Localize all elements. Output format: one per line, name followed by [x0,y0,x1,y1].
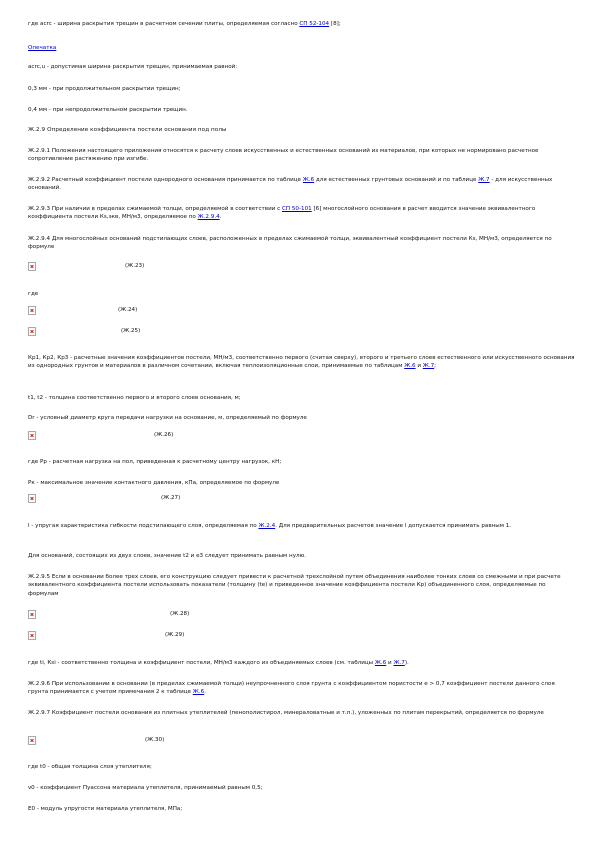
formula-zh26 [28,431,188,443]
paragraph-19 [28,573,576,599]
formula-number: (Ж.30) [145,737,165,743]
formula-zh29 [28,631,208,643]
paragraph-24 [28,784,576,793]
paragraph-5 [28,106,576,115]
paragraph-9 [28,205,576,222]
text: Ж.2.9.5 Если в основании более трех слоев, его конструкцию следует привести к расчетной трехслойной путем объединения наиболее тонких слоев со смежными и при расчете эквивалентного коэффициента постели использовать показатели (толщину (te) и приведенное значение коэффициента постели Кр) объединенного слоя, определяемые по формулам [28,573,561,597]
text: Ж.2.9.7 Коэффициент постели основания из плитных утеплителей (пенополистирол, минераловатные и т.п.), уложенных по плитам перекрытий, определяется по формуле [28,709,544,716]
link-sp-52-104[interactable]: СП 52-104 [299,20,330,27]
formula-number: (Ж.29) [165,632,185,638]
formula-number: (Ж.23) [125,263,145,269]
text: [6] многослойного основания в расчет вводится значение эквивалентного коэффициента постели Кs,экв, МН/м3, определяемое по [28,205,536,221]
formula-zh24 [28,306,168,318]
paragraph-20 [28,659,576,668]
text: и [386,659,394,666]
text: где Рр - расчетная нагрузка на пол, приведенная к расчетному центру нагрузок, кН; [28,458,282,465]
text: acrc,u - допустимая ширина раскрытия трещин, принимаемая равной: [28,63,238,70]
paragraph-18 [28,552,576,561]
formula-zh23 [28,262,168,274]
paragraph-4 [28,85,576,94]
formula-number: (Ж.24) [118,307,138,313]
text: . [204,689,206,696]
formula-number: (Ж.28) [170,611,190,617]
paragraph-where-1 [28,290,576,299]
formula-number: (Ж.25) [121,328,141,334]
link-table-zh6[interactable]: Ж.6 [192,689,205,696]
text: ν0 - коэффициент Пуассона материала утеплителя, принимаемый равным 0,5; [28,784,263,791]
text: - для искусственных оснований. [28,176,553,192]
paragraph-21 [28,680,576,697]
paragraph-7 [28,147,576,164]
text: . [219,214,222,221]
paragraph-22 [28,709,576,718]
link-table-zh7[interactable]: Ж.7 [393,659,405,666]
broken-image-icon [28,327,36,336]
paragraph-10 [28,235,576,252]
formula-number: (Ж.27) [161,495,181,501]
paragraph-3 [28,63,576,72]
broken-image-icon [28,494,36,503]
formula-zh30 [28,736,178,748]
text: 0,3 мм - при продолжительном раскрытии трещин; [28,85,181,92]
link-zh-2-9-4[interactable]: Ж.2.9.4 [197,214,220,221]
broken-image-icon [28,736,36,745]
text: где t0 - общая толщина слоя утеплителя; [28,763,152,770]
formula-zh27 [28,494,198,506]
link-table-zh6[interactable]: Ж.6 [404,363,416,370]
paragraph-14 [28,414,576,423]
link-table-zh6[interactable]: Ж.6 [302,176,315,183]
paragraph-23 [28,763,576,772]
formula-zh28 [28,610,208,622]
paragraph-13 [28,394,576,403]
link-table-zh7[interactable]: Ж.7 [478,176,490,183]
paragraph-17 [28,522,576,531]
text: [8]; [329,20,341,27]
text: Ж.2.9.1 Положения настоящего приложения относятся к расчету слоев искусственных и естественных оснований из материалов, при которых не нормировано расчетное сопротивление растяжению при изгибе. [28,147,539,163]
text: 0,4 мм - при непродолжительном раскрытии трещин. [28,106,188,113]
paragraph-15 [28,458,576,467]
broken-image-icon [28,262,36,271]
paragraph-1 [28,20,576,29]
link-table-zh6[interactable]: Ж.6 [374,659,387,666]
section-heading [28,126,576,135]
text: Рк - максимальное значение контактного давления, кПа, определяемое по формуле [28,479,280,486]
text: где acrc - ширина раскрытия трещин в расчетном сечении плиты, определяемая согласно [28,20,300,27]
link-sp-50-101[interactable]: СП 50-101 [281,205,312,212]
text: ; [434,363,437,370]
text: где [28,290,39,297]
text: t1, t2 - толщина соответственно первого и второго слоев основания, м; [28,394,241,401]
broken-image-icon [28,431,36,440]
link-zh-2-4[interactable]: Ж.2.4 [258,522,276,529]
text: Ж.2.9.2 Расчетный коэффициент постели однородного основания принимается по таблице [28,176,303,183]
broken-image-icon [28,610,36,619]
text: Ж.2.9 Определение коэффициента постели основания под полы [28,126,227,133]
formula-zh25 [28,327,168,339]
text: Кр1, Кр2, Кр3 - расчетные значения коэффициентов постели, МН/м3, соответственно первого (считая сверху), второго и третьего слоев естественного или искусственного основания из однородных грунтов и материалов в различном сочетании, включая теплоизоляционные слои, принимаемые по таблицам [28,354,575,370]
link-erratum[interactable]: Опечатка [28,44,57,51]
paragraph-25 [28,805,576,814]
text: Dr - условный диаметр круга передачи нагрузки на основание, м, определяемый по формуле [28,414,307,421]
text: и [415,363,423,370]
text: где ti, Кsi - соответственно толщина и коэффициент постели, МН/м3 каждого из объединяемых слоев (см. таблицы [28,659,375,666]
text: Ж.2.9.3 При наличии в пределах сжимаемой толщи, определяемой в соответствии с [28,205,282,212]
text: Ж.2.9.6 При использовании в основании (в пределах сжимаемой толщи) неупрочненного слоя грунта с коэффициентом пористости е > 0,7 коэффициент постели данного слоя грунта принимается с учетом примечания 2 к таблице [28,680,555,696]
formula-number: (Ж.26) [154,432,174,438]
link-table-zh7[interactable]: Ж.7 [422,363,435,370]
paragraph-2 [28,44,576,53]
text: для естественных грунтовых оснований и по таблице [314,176,479,183]
paragraph-16 [28,479,576,488]
text: ). [404,659,409,666]
paragraph-12 [28,354,576,371]
paragraph-8 [28,176,576,193]
text: . Для предварительных расчетов значение l допускается принимать равным 1. [275,522,512,529]
broken-image-icon [28,306,36,315]
text: Ж.2.9.4 Для многослойных оснований подстилающих слоев, расположенных в пределах сжимаемой толщи, эквивалентный коэффициент постели Кs, МН/м3, определяется по формуле [28,235,552,251]
text: l - упругая характеристика гибкости подстилающего слоя, определяемая по [28,522,259,529]
text: Для оснований, состоящих из двух слоев, значение t2 и e3 следует принимать равным нулю. [28,552,307,559]
text: Е0 - модуль упругости материала утеплителя, МПа; [28,805,183,812]
broken-image-icon [28,631,36,640]
